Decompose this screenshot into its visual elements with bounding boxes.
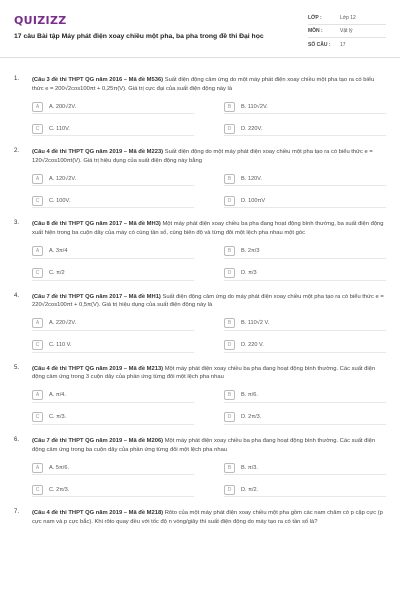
question-number: 3.: [14, 220, 20, 227]
answer-grid: [32, 317, 386, 353]
option-text: C. π/2: [49, 270, 65, 277]
option-text: C. 110V.: [49, 125, 70, 132]
option-text: D. 220 V.: [241, 342, 264, 349]
meta-row-subject: [308, 25, 386, 38]
answer-grid: [32, 172, 386, 208]
option-letter: C: [32, 196, 43, 206]
question-item: [14, 220, 386, 280]
subject-value: Vật lý: [340, 28, 353, 34]
answer-option-b[interactable]: [224, 245, 386, 259]
question-item: [14, 437, 386, 497]
class-label: LỚP :: [308, 15, 322, 21]
option-letter: B: [224, 102, 235, 112]
answer-option-a[interactable]: [32, 389, 194, 403]
class-value: Lớp 12: [340, 15, 356, 21]
option-text: A. 200√2V.: [49, 103, 77, 110]
option-text: B. 120V.: [241, 175, 262, 182]
question-body: [32, 76, 386, 136]
option-letter: C: [32, 268, 43, 278]
option-letter: A: [32, 463, 43, 473]
question-text: [32, 437, 386, 454]
option-letter: C: [32, 485, 43, 495]
quizizz-logo: QUIZIZZ: [14, 14, 67, 27]
meta-table: [308, 12, 386, 51]
count-label: SỐ CÂU :: [308, 41, 331, 48]
meta-row-count: [308, 38, 386, 51]
question-number: 4.: [14, 292, 20, 299]
option-text: C. 100V.: [49, 197, 71, 204]
question-item: [14, 293, 386, 353]
question-number: 6.: [14, 436, 20, 443]
option-letter: A: [32, 174, 43, 184]
answer-option-d[interactable]: [224, 194, 386, 208]
question-text: [32, 220, 386, 237]
option-letter: B: [224, 246, 235, 256]
option-letter: A: [32, 318, 43, 328]
option-text: C. 110 V.: [49, 342, 72, 349]
option-text: B. π/3.: [241, 464, 258, 471]
page-header: [0, 0, 400, 58]
question-stem: Suất điện động cảm ứng do một máy phát điện xoay chiều một pha tạo ra có biểu thức e = 200√2cos100πt + 0,25π(V). Giá trị cực đại của suất điện động này là: [32, 77, 375, 92]
answer-option-b[interactable]: [224, 317, 386, 331]
option-letter: D: [224, 485, 235, 495]
answer-option-c[interactable]: [32, 267, 194, 281]
answer-option-b[interactable]: [224, 172, 386, 186]
option-text: A. 120√2V.: [49, 175, 77, 182]
option-letter: D: [224, 196, 235, 206]
option-letter: D: [224, 268, 235, 278]
option-letter: D: [224, 124, 235, 134]
option-text: C. 2π/3.: [49, 486, 70, 493]
question-body: [32, 365, 386, 425]
option-letter: B: [224, 390, 235, 400]
option-letter: C: [32, 124, 43, 134]
question-text: [32, 365, 386, 382]
question-stem: Suất điện động do một máy phát điện xoay chiều một pha tạo ra có biểu thức e = 120√2cos100πt(V). Giá trị hiệu dụng của suất điện động này bằng: [32, 149, 373, 164]
option-text: A. π/4.: [49, 392, 66, 399]
question-source: (Câu 3 đề thi THPT QG năm 2016 – Mã đề M536): [32, 77, 164, 83]
answer-option-b[interactable]: [224, 389, 386, 403]
answer-option-d[interactable]: [224, 267, 386, 281]
option-text: C. π/3.: [49, 414, 67, 421]
answer-option-d[interactable]: [224, 122, 386, 136]
option-text: A. 220√2V.: [49, 320, 77, 327]
option-text: D. π/2.: [241, 486, 259, 493]
answer-option-d[interactable]: [224, 411, 386, 425]
answer-option-c[interactable]: [32, 411, 194, 425]
option-text: D. 220V.: [241, 125, 263, 132]
option-text: D. 2π/3.: [241, 414, 262, 421]
question-text: [32, 76, 386, 93]
answer-grid: [32, 461, 386, 497]
question-number: 7.: [14, 509, 20, 516]
answer-option-a[interactable]: [32, 245, 194, 259]
option-letter: A: [32, 246, 43, 256]
option-letter: C: [32, 412, 43, 422]
question-item: [14, 509, 386, 526]
answer-option-b[interactable]: [224, 461, 386, 475]
count-value: 17: [340, 41, 346, 48]
answer-option-c[interactable]: [32, 483, 194, 497]
question-item: [14, 76, 386, 136]
question-body: [32, 437, 386, 497]
question-body: [32, 509, 386, 526]
question-source: (Câu 4 đề thi THPT QG năm 2019 – Mã đề M213): [32, 365, 164, 372]
option-letter: D: [224, 412, 235, 422]
question-stem: Một máy phát điện xoay chiều ba pha đang hoạt động bình thường. Các suất điện động cảm ứng trong 3 cuộn dây của phần ứng từng đôi một lệch pha nhau: [32, 365, 376, 381]
option-letter: A: [32, 102, 43, 112]
question-source: (Câu 7 đề thi THPT QG năm 2017 – Mã đề MH1): [32, 293, 161, 300]
question-number: 5.: [14, 364, 20, 371]
answer-option-a[interactable]: [32, 317, 194, 331]
question-number: 2.: [14, 148, 20, 155]
answer-grid: [32, 100, 386, 136]
question-body: [32, 220, 386, 280]
question-source: (Câu 4 đề thi THPT QG năm 2019 – Mã đề M218): [32, 510, 164, 517]
question-body: [32, 293, 386, 353]
question-source: (Câu 7 đề thi THPT QG năm 2019 – Mã đề M206): [32, 437, 164, 444]
question-source: (Câu 8 đề thi THPT QG năm 2017 – Mã đề MH3): [32, 221, 161, 228]
option-text: D. 100πV: [241, 197, 266, 204]
option-letter: D: [224, 340, 235, 350]
answer-option-c[interactable]: [32, 339, 194, 353]
question-text: [32, 148, 386, 165]
question-text: [32, 293, 386, 310]
option-text: D. π/3: [241, 270, 257, 277]
option-letter: B: [224, 318, 235, 328]
question-item: [14, 148, 386, 208]
option-letter: B: [224, 174, 235, 184]
question-number: 1.: [14, 76, 20, 82]
option-text: A. 5π/6.: [49, 464, 70, 471]
option-text: A. 3π/4: [49, 248, 68, 255]
answer-option-d[interactable]: [224, 483, 386, 497]
answer-option-d[interactable]: [224, 339, 386, 353]
answer-option-a[interactable]: [32, 172, 194, 186]
option-letter: A: [32, 390, 43, 400]
question-text: [32, 509, 386, 526]
question-body: [32, 148, 386, 208]
question-stem: Một máy phát điện xoay chiều ba pha đang hoạt động bình thường. Các suất điện động cảm ứng trong ba cuộn dây của phần ứng từng đôi một lệch pha nhau: [32, 437, 376, 453]
answer-grid: [32, 245, 386, 281]
question-stem: Suất điện động cảm ứng do máy phát điện xoay chiều một pha tạo ra có biểu thức e = 220√2cos100πt + 0,5π(V). Giá trị hiệu dụng của suất điện động này là: [32, 293, 384, 309]
option-text: B. π/6.: [241, 392, 258, 399]
question-stem: Rôto của một máy phát điện xoay chiều một pha gồm các nam châm có p cặp cực (p cực nam và p cực bắc). Khi rôto quay đều với tốc độ n vòng/giây thì suất điện động do máy tạo ra có tần số là?: [32, 510, 383, 525]
document-title: 17 câu Bài tập Máy phát điện xoay chiều một pha, ba pha trong đề thi Đại học: [14, 33, 264, 40]
answer-option-a[interactable]: [32, 100, 194, 114]
meta-row-class: [308, 12, 386, 25]
option-letter: C: [32, 340, 43, 350]
answer-option-c[interactable]: [32, 122, 194, 136]
option-text: B. 2π/3: [241, 248, 260, 255]
option-letter: B: [224, 463, 235, 473]
question-item: [14, 365, 386, 425]
question-source: (Câu 4 đề thi THPT QG năm 2019 – Mã đề M223): [32, 149, 164, 156]
answer-grid: [32, 389, 386, 425]
subject-label: MÔN :: [308, 28, 323, 34]
question-list: [0, 76, 400, 526]
answer-option-a[interactable]: [32, 461, 194, 475]
answer-option-b[interactable]: [224, 100, 386, 114]
answer-option-c[interactable]: [32, 194, 194, 208]
option-text: B. 110√2 V.: [241, 320, 270, 327]
option-text: B. 110√2V.: [241, 103, 268, 110]
question-stem: Một máy phát điện xoay chiều ba pha đang hoạt động bình thường, ba suất điện động xuất hiện trong ba cuộn dây của máy có cùng tần số, cùng biên độ và từng đôi một lệch pha nhau một góc: [32, 221, 384, 236]
